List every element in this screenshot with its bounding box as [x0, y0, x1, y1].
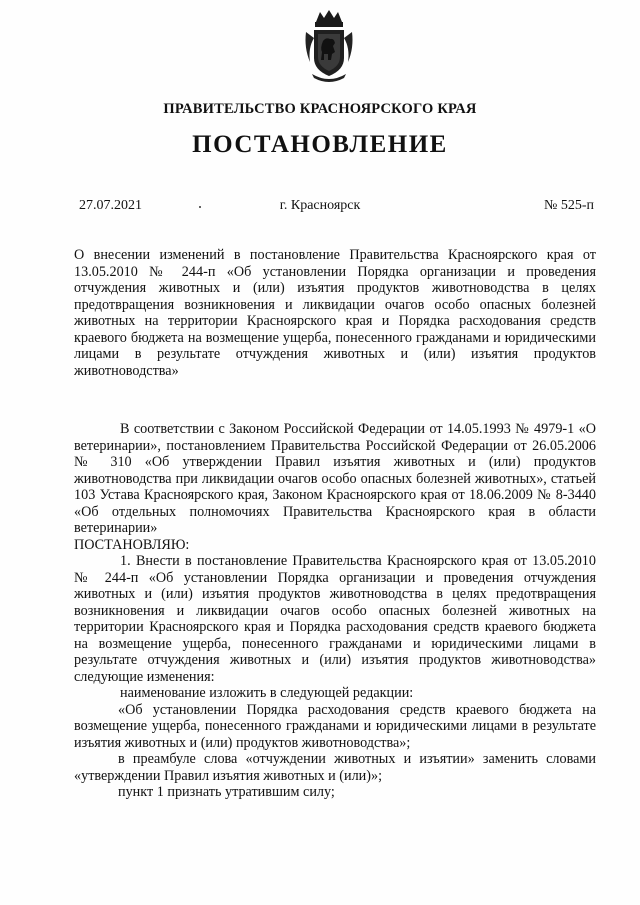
item-1-paragraph: 1. Внести в постановление Правительства Красноярского края от 13.05.2010 № 244-п «Об установлении Порядка организации и проведения отчуждения животных и (или) изъятия продуктов животноводства в целях предотвращения возникновения и ликвидации очагов особо опасных болезней животных на территории Красноярского края и Порядка расходования средств краевого бюджета на возмещение ущерба, понесенного гражданами и юридическими лицами в результате отчуждения животных и (или) изъятия продуктов животноводства» следующие изменения: — [74, 553, 596, 685]
document-body — [74, 421, 596, 801]
document-subject — [74, 247, 596, 379]
decree-word: ПОСТАНОВЛЯЮ: — [74, 536, 190, 553]
item-1d-paragraph: пункт 1 признать утратившим силу; — [118, 784, 335, 800]
document-type: ПОСТАНОВЛЕНИЕ — [192, 131, 448, 158]
document-date: 27.07.2021 — [79, 198, 142, 213]
document-number: № 525-п — [543, 198, 594, 213]
preamble-paragraph: В соответствии с Законом Российской Федерации от 14.05.1993 № 4979-1 «О ветеринарии», постановлением Правительства Российской Федерации от 26.05.2006 № 310 «Об утверждении Правил изъятия животных и (или) продуктов животноводства при ликвидации очагов особо опасных болезней животных», статьей 103 Устава Красноярского края, Законом Красноярского края от 18.06.2009 № 8-3440 «Об отдельных полномочиях Правительства Красноярского края в области ветеринарии» — [74, 421, 596, 536]
government-title: ПРАВИТЕЛЬСТВО КРАСНОЯРСКОГО КРАЯ — [163, 101, 477, 117]
subject-text: О внесении изменений в постановление Правительства Красноярского края от 13.05.2010 № 244-п «Об установлении Порядка организации и проведения отчуждения животных и (или) изъятия продуктов животноводства в целях предотвращения возникновения и ликвидации очагов особо опасных болезней животных на территории Красноярского края и Порядка расходования средств краевого бюджета на возмещение ущерба, понесенного гражданами и юридическими лицами в результате отчуждения животных и (или) изъятия продуктов животноводства» — [74, 247, 596, 379]
item-1a-paragraph: наименование изложить в следующей редакции: — [120, 685, 414, 701]
document-city: г. Красноярск — [279, 198, 361, 213]
item-1c-paragraph: в преамбуле слова «отчуждении животных и изъятии» заменить словами «утверждении Правил изъятия животных и (или)»; — [74, 751, 596, 784]
item-1b-paragraph: «Об установлении Порядка расходования средств краевого бюджета на возмещение ущерба, понесенного гражданами и юридическими лицами в результате изъятия животных и (или) продуктов животноводства»; — [74, 701, 596, 751]
coat-of-arms-icon — [302, 8, 356, 84]
